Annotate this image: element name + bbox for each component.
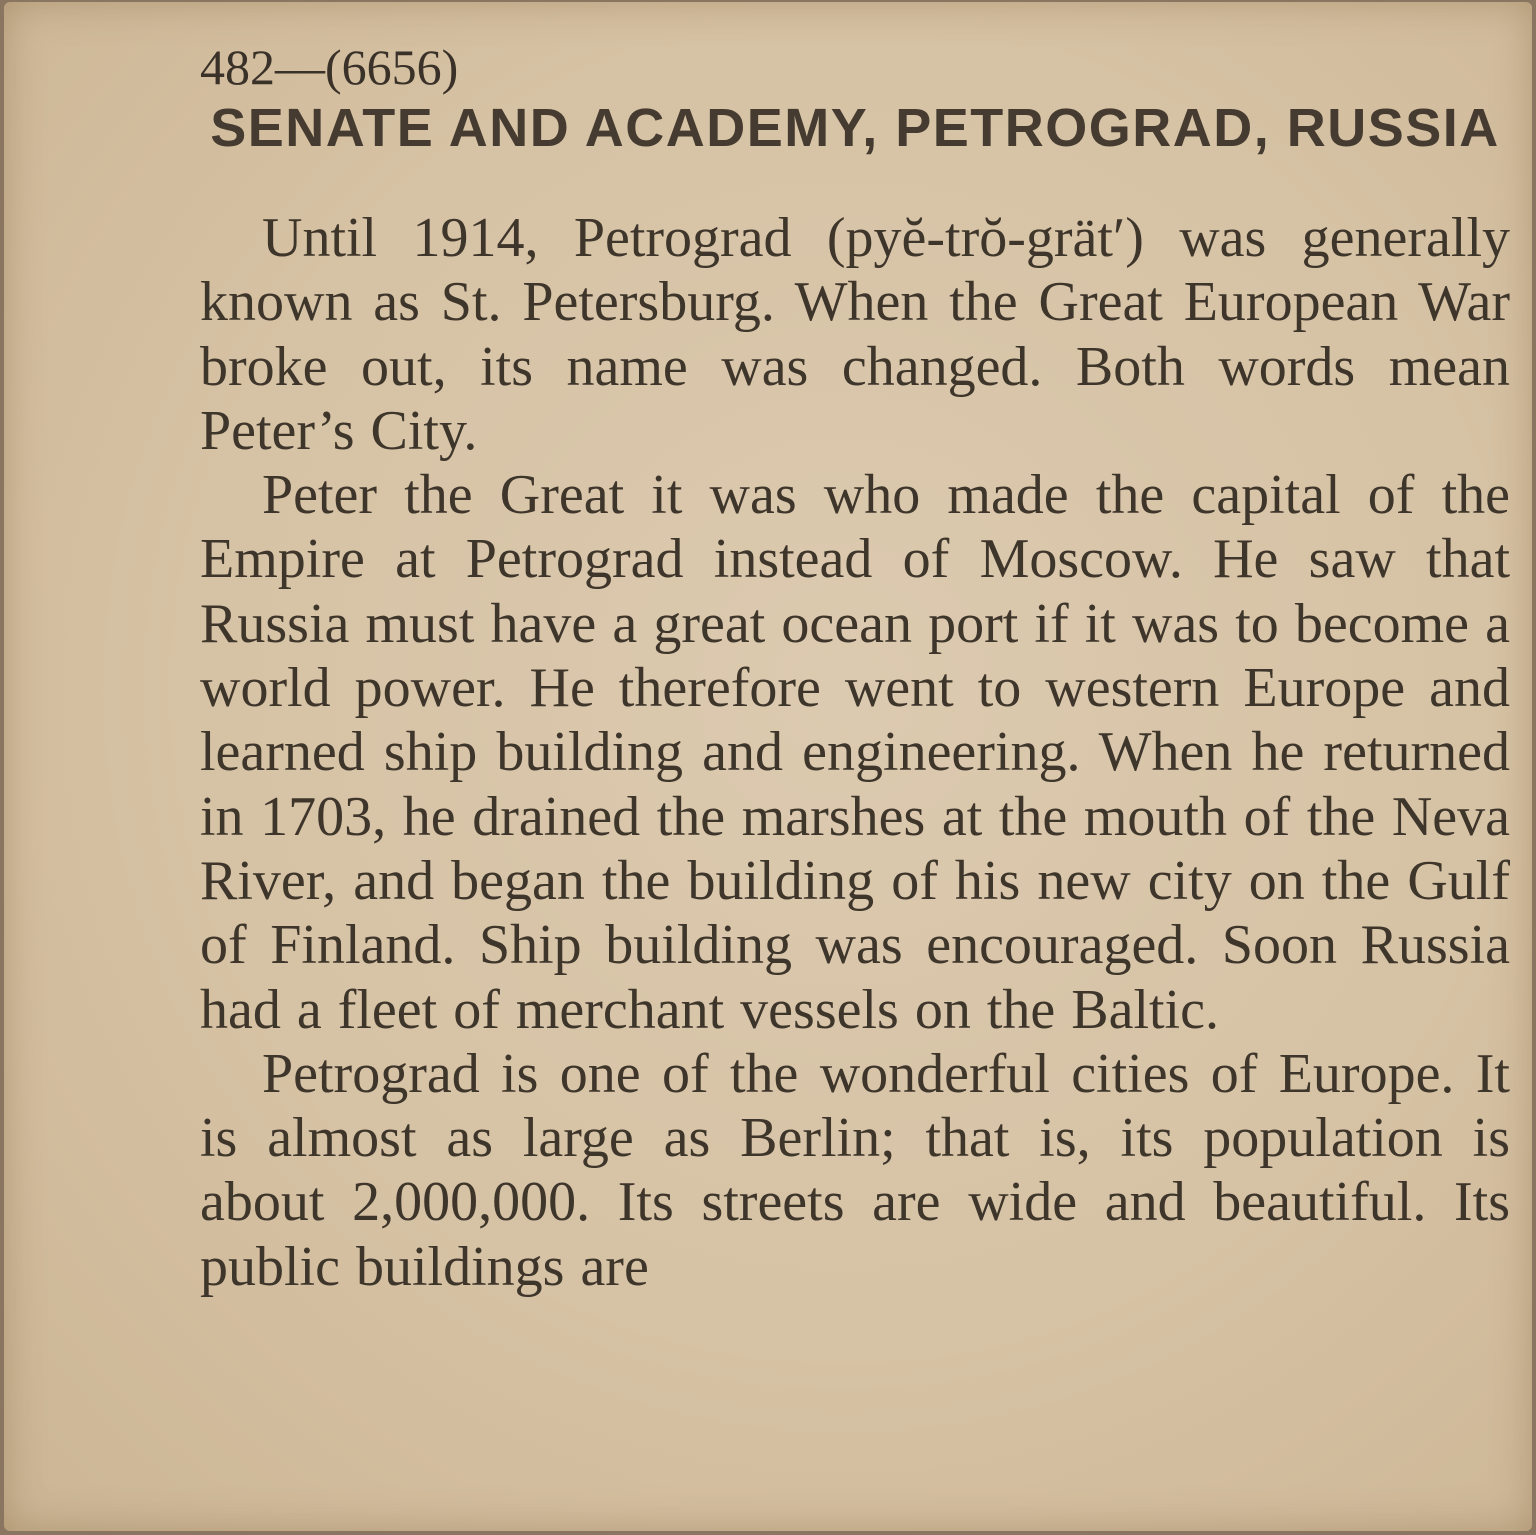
card-number: 482—(6656) (200, 39, 459, 95)
paragraph-2: Peter the Great it was who made the capital of the Empire at Petrograd instead of Moscow. He saw that Russia must have a great ocean port if it was to become a world power. He therefore went to western Europe and learned ship building and engineering. When he returned in 1703, he drained the marshes at the mouth of the Neva River, and began the building of his new city on the Gulf of Finland. Ship building was encouraged. Soon Russia had a fleet of merchant vessels on the Baltic. (200, 464, 1510, 1041)
card (4, 2, 1532, 1531)
paragraph-1: Until 1914, Petrograd (pyĕ-trŏ-grät′) was generally known as St. Petersburg. When the Great European War broke out, its name was changed. Both words mean Peter’s City. (200, 207, 1510, 462)
card-content (200, 38, 1510, 1299)
card-title: SENATE AND ACADEMY, PETROGRAD, RUSSIA (210, 98, 1500, 158)
paragraph-3: Petrograd is one of the wonderful cities of Europe. It is almost as large as Berlin; that is, its population is about 2,000,000. Its streets are wide and beautiful. Its public buildings are (200, 1042, 1510, 1298)
card-body (200, 206, 1510, 1299)
